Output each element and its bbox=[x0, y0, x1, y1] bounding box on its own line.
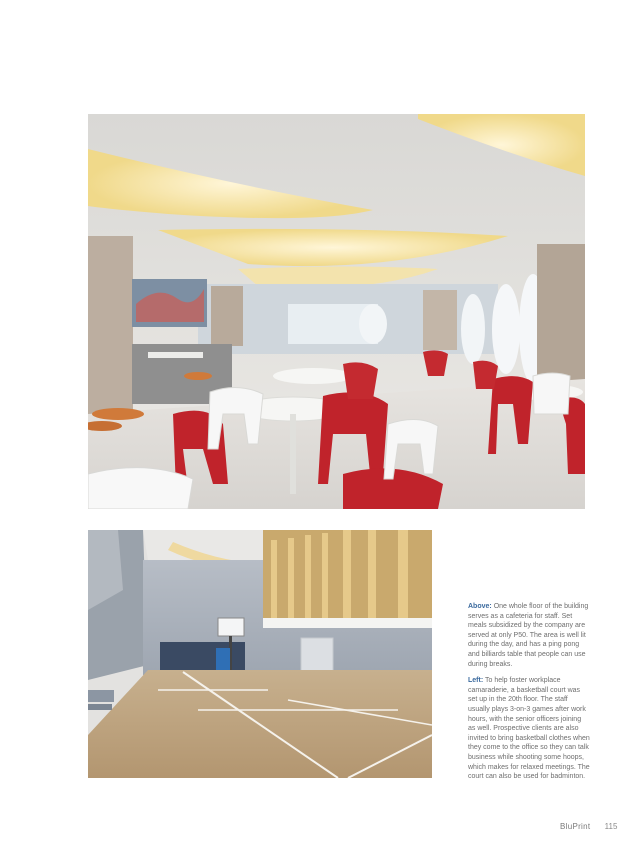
caption-above-text: One whole floor of the building serves as a cafeteria for staff. Set meals subsidized by the company are served at only P50. The area is well lit during the day, and has a ping pong and billiards table that people can use during breaks. bbox=[468, 603, 589, 668]
page-number: 115 bbox=[604, 822, 618, 831]
caption-left bbox=[468, 676, 590, 782]
basketball-court-photo bbox=[88, 530, 432, 778]
magazine-brand: BluPrint bbox=[560, 822, 591, 831]
caption-left-text: To help foster workplace camaraderie, a basketball court was set up in the 20th floor. The staff usually plays 3-on-3 games after work hours, with the senior officers joining as well. Prospective clients are also invited to bring basketball clothes when they come to the office so they can talk business while shooting some hoops, which makes for relaxed meetings. The court can also be used for badminton. bbox=[468, 677, 590, 781]
caption-above-label: Above: bbox=[468, 603, 492, 610]
page-footer bbox=[560, 822, 617, 831]
photo-captions bbox=[468, 602, 590, 789]
caption-above bbox=[468, 602, 590, 669]
cafeteria-photo-illustration bbox=[88, 114, 585, 509]
cafeteria-photo bbox=[88, 114, 585, 509]
court-photo-illustration bbox=[88, 530, 432, 778]
caption-left-label: Left: bbox=[468, 677, 484, 685]
